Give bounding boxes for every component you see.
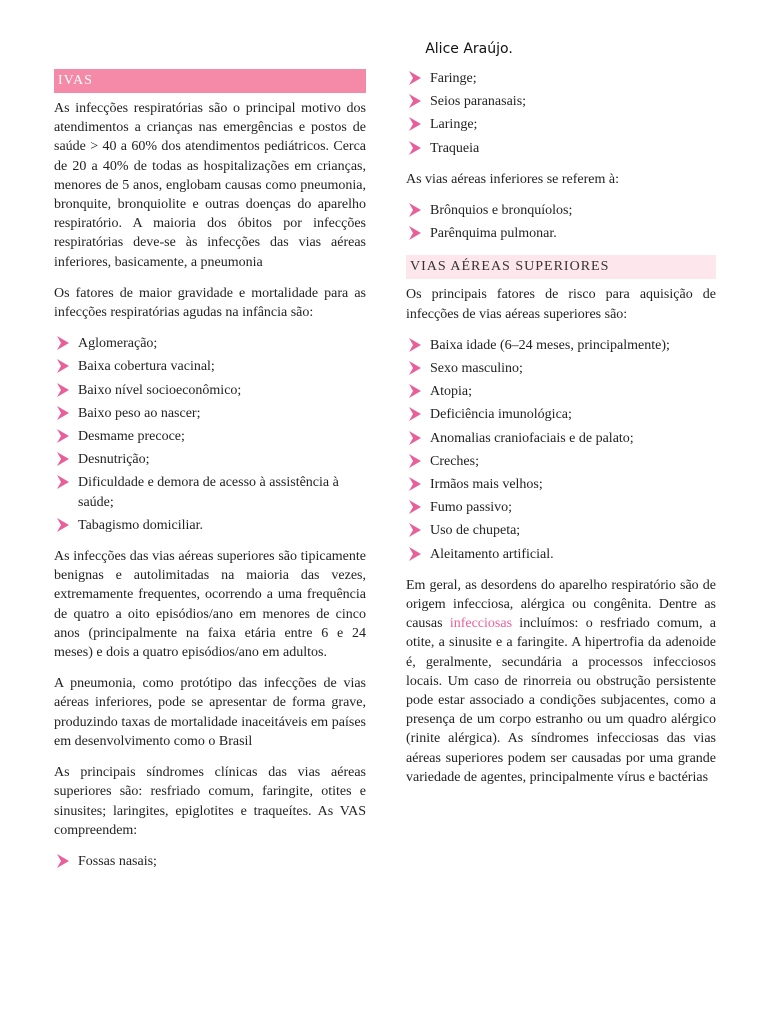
severity-factors-intro: Os fatores de maior gravidade e mortalidade para as infecções respiratórias agudas na infância são: <box>54 285 366 321</box>
pink-arrowhead-icon <box>56 853 70 869</box>
list-item <box>406 498 716 517</box>
list-item <box>54 404 366 423</box>
list-item <box>406 475 716 494</box>
list-item-text: Deficiência imunológica; <box>430 407 572 423</box>
list-item <box>406 201 716 220</box>
list-item <box>406 521 716 540</box>
pink-arrowhead-icon <box>408 406 422 422</box>
lower-airways-list <box>406 201 716 243</box>
intro-paragraph: As infecções respiratórias são o principal motivo dos atendimentos a crianças nas emergências e postos de saúde > 40 a 60% dos atendimentos pediátricos. Cerca de 20 a 40% de todas as hospitalizações em crianças, menores de 5 anos, englobam causas como pneumonia, bronquite, bronquiolite e outras doenças do aparelho respiratório. A maioria dos óbitos por infecções respiratórias deve-se às infecções das vias aéreas inferiores, basicamente, a pneumonia <box>54 101 366 270</box>
etiology-text-b: incluímos: o resfriado comum, a otite, a sinusite e a faringite. A hipertrofia da adenoide é, geralmente, secundária a processos infecciosos locais. Um caso de rinorreia ou obstrução persistente pode estar associado a condições subjacentes, como a presença de um corpo estranho ou um quadro alérgico (rinite alérgica). As síndromes infecciosas das vias aéreas superiores podem ser causadas por uma grande variedade de agentes, principalmente vírus e bactérias <box>406 616 716 785</box>
pink-arrowhead-icon <box>56 358 70 374</box>
vas-paragraph: As infecções das vias aéreas superiores são tipicamente benignas e autolimitadas na maioria das vezes, extremamente frequentes, ocorrendo a uma frequência de quatro a oito episódios/ano em menores de cinco anos (principalmente na faixa etária entre 6 e 24 meses) e dois a quatro episódios/ano em adultos. <box>54 549 366 661</box>
list-item-text: Desmame precoce; <box>78 429 185 445</box>
pink-arrowhead-icon <box>408 116 422 132</box>
pink-arrowhead-icon <box>408 499 422 515</box>
list-item-text: Faringe; <box>430 71 477 86</box>
pink-arrowhead-icon <box>56 335 70 351</box>
pink-arrowhead-icon <box>408 383 422 399</box>
severity-factors-list <box>54 334 366 535</box>
section-heading-vias-aereas-superiores: VIAS AÉREAS SUPERIORES <box>406 255 716 279</box>
list-item-text: Parênquima pulmonar. <box>430 226 557 242</box>
list-item-text: Baixo peso ao nascer; <box>78 405 201 421</box>
syndromes-paragraph: As principais síndromes clínicas das vias aéreas superiores são: resfriado comum, faringite, otites e sinusites; laringites, epiglotites e traqueítes. As VAS compreendem: <box>54 765 366 838</box>
list-item <box>54 473 366 511</box>
list-item-text: Aglomeração; <box>78 336 158 352</box>
pink-arrowhead-icon <box>408 337 422 353</box>
list-item <box>406 429 716 448</box>
pink-arrowhead-icon <box>56 382 70 398</box>
vas-structures-list <box>54 852 366 871</box>
list-item-text: Irmãos mais velhos; <box>430 477 543 493</box>
author-name: Alice Araújo. <box>425 41 513 57</box>
pink-arrowhead-icon <box>408 225 422 241</box>
list-item <box>406 69 716 88</box>
list-item <box>406 92 716 111</box>
list-item-text: Fossas nasais; <box>78 853 157 869</box>
pink-arrowhead-icon <box>408 360 422 376</box>
list-item <box>54 357 366 376</box>
list-item-text: Creches; <box>430 453 479 469</box>
list-item-text: Traqueia <box>430 140 480 156</box>
pink-arrowhead-icon <box>56 451 70 467</box>
list-item-text: Dificuldade e demora de acesso à assistência à saúde; <box>78 475 339 510</box>
list-item-text: Tabagismo domiciliar. <box>78 517 203 533</box>
list-item-text: Laringe; <box>430 117 478 133</box>
pink-arrowhead-icon <box>408 140 422 156</box>
pink-arrowhead-icon <box>408 546 422 562</box>
risk-factors-list <box>406 336 716 564</box>
pink-arrowhead-icon <box>408 70 422 86</box>
list-item-text: Baixo nível socioeconômico; <box>78 382 242 398</box>
etiology-paragraph <box>406 576 716 787</box>
pink-arrowhead-icon <box>408 522 422 538</box>
list-item <box>406 336 716 355</box>
list-item <box>406 115 716 134</box>
left-column <box>54 69 366 883</box>
list-item-text: Fumo passivo; <box>430 500 513 516</box>
list-item-text: Uso de chupeta; <box>430 523 521 539</box>
list-item <box>406 545 716 564</box>
pink-arrowhead-icon <box>56 405 70 421</box>
list-item <box>54 381 366 400</box>
pneumonia-paragraph: A pneumonia, como protótipo das infecções de vias aéreas inferiores, pode se apresentar de forma grave, produzindo taxas de mortalidade inaceitáveis em países em desenvolvimento como o Brasil <box>54 676 366 749</box>
pink-arrowhead-icon <box>56 517 70 533</box>
list-item <box>406 382 716 401</box>
list-item-text: Baixa cobertura vacinal; <box>78 359 215 375</box>
list-item-text: Aleitamento artificial. <box>430 546 554 562</box>
pink-arrowhead-icon <box>56 474 70 490</box>
pink-arrowhead-icon <box>408 476 422 492</box>
list-item-text: Seios paranasais; <box>430 94 527 110</box>
risk-factors-intro: Os principais fatores de risco para aquisição de infecções de vias aéreas superiores são: <box>406 287 716 322</box>
list-item <box>406 224 716 243</box>
list-item <box>54 516 366 535</box>
list-item-text: Atopia; <box>430 384 472 400</box>
section-heading-ivas: IVAS <box>54 69 366 93</box>
list-item <box>54 450 366 469</box>
list-item-text: Desnutrição; <box>78 452 150 468</box>
pink-arrowhead-icon <box>56 428 70 444</box>
list-item <box>406 405 716 424</box>
list-item-text: Anomalias craniofaciais e de palato; <box>430 430 634 446</box>
list-item <box>406 452 716 471</box>
list-item <box>54 334 366 353</box>
etiology-text-a: Em geral, as desordens do aparelho respiratório são de origem infecciosa, alérgica ou congênita. Dentre as causas <box>406 577 716 632</box>
list-item <box>406 139 716 158</box>
pink-arrowhead-icon <box>408 202 422 218</box>
vas-structures-list-continued <box>406 69 716 158</box>
list-item-text: Baixa idade (6–24 meses, principalmente); <box>430 337 670 353</box>
list-item <box>54 852 366 871</box>
list-item-text: Brônquios e bronquíolos; <box>430 203 573 219</box>
highlight-infecciosas: infecciosas <box>449 616 513 632</box>
list-item <box>54 427 366 446</box>
list-item <box>406 359 716 378</box>
pink-arrowhead-icon <box>408 430 422 446</box>
pink-arrowhead-icon <box>408 453 422 469</box>
lower-airways-intro: As vias aéreas inferiores se referem à: <box>406 171 620 187</box>
list-item-text: Sexo masculino; <box>430 361 523 377</box>
pink-arrowhead-icon <box>408 93 422 109</box>
right-column <box>406 69 716 799</box>
